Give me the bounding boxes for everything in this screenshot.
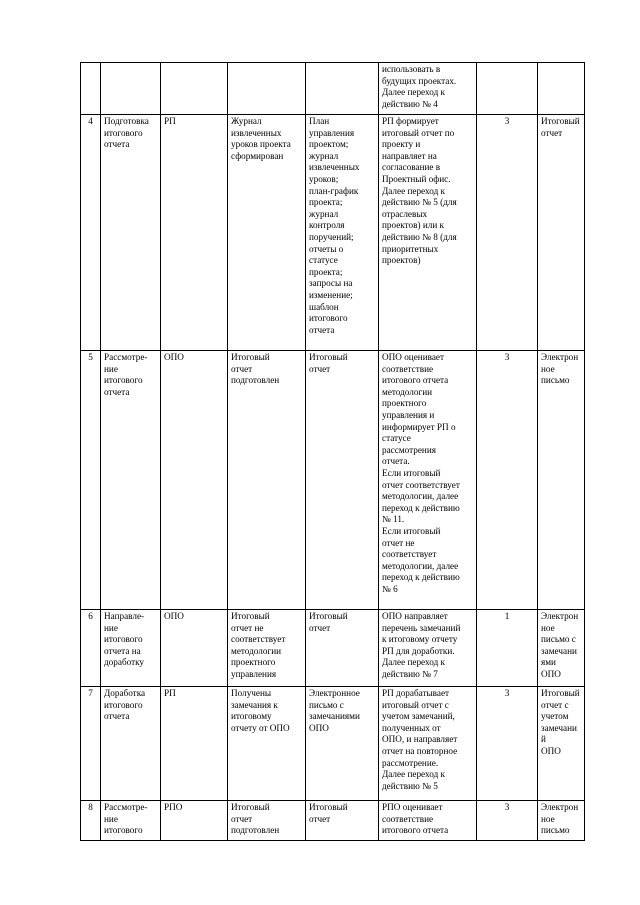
table-row: [81, 63, 585, 115]
step-duration-cell: 3: [477, 351, 538, 610]
step-input-cell: Итоговый отчет: [306, 351, 379, 610]
step-description-cell: РПО оценивает соответствие итогового отчета: [379, 801, 477, 841]
step-result-cell: Итоговый отчет: [538, 115, 585, 351]
step-description-cell: ОПО оценивает соответствие итогового отчета методологии проектного управления и информирует РП о статусе рассмотрения отчета. Если итоговый отчет соответствует методологии, далее переход к действию № 11. Если итоговый отчет не соответствует методологии, далее переход к действию № 6: [379, 351, 477, 610]
step-role-cell: РП: [161, 115, 228, 351]
step-trigger-cell: [228, 63, 306, 115]
step-description-cell: использовать в будущих проектах. Далее переход к действию № 4: [379, 63, 477, 115]
step-result-cell: [538, 63, 585, 115]
step-result-cell: Электронное письмо: [538, 351, 585, 610]
step-duration-cell: 3: [477, 801, 538, 841]
step-trigger-cell: Итоговый отчет не соответствует методологии проектного управления: [228, 610, 306, 687]
table-row: [81, 610, 585, 687]
step-duration-cell: 3: [477, 687, 538, 801]
table-row: [81, 351, 585, 610]
step-name-cell: Рассмотре- ние итогового отчета: [101, 351, 161, 610]
step-role-cell: РП: [161, 687, 228, 801]
step-role-cell: ОПО: [161, 351, 228, 610]
table-row: [81, 801, 585, 841]
step-description-cell: РП дорабатывает итоговый отчет с учетом замечаний, полученных от ОПО, и направляет отчет на повторное рассмотрение. Далее переход к действию № 5: [379, 687, 477, 801]
step-number-cell: 6: [81, 610, 101, 687]
step-duration-cell: 1: [477, 610, 538, 687]
process-table: [80, 62, 585, 841]
step-duration-cell: 3: [477, 115, 538, 351]
step-trigger-cell: Итоговый отчет подготовлен: [228, 351, 306, 610]
table-row: [81, 687, 585, 801]
step-name-cell: Подготовка итогового отчета: [101, 115, 161, 351]
step-name-cell: Направле- ние итогового отчета на доработку: [101, 610, 161, 687]
step-name-cell: Рассмотре- ние итогового: [101, 801, 161, 841]
step-input-cell: Итоговый отчет: [306, 801, 379, 841]
step-result-cell: Электронное письмо с замечаниями ОПО: [538, 610, 585, 687]
step-input-cell: Электронное письмо с замечаниями ОПО: [306, 687, 379, 801]
step-description-cell: РП формирует итоговый отчет по проекту и направляет на согласование в Проектный офис. Далее переход к действию № 5 (для отраслевых проектов) или к действию № 8 (для приоритетных проектов): [379, 115, 477, 351]
step-trigger-cell: Итоговый отчет подготовлен: [228, 801, 306, 841]
step-role-cell: РПО: [161, 801, 228, 841]
step-result-cell: Итоговый отчет с учетом замечаний ОПО: [538, 687, 585, 801]
step-number-cell: 4: [81, 115, 101, 351]
step-number-cell: 8: [81, 801, 101, 841]
step-input-cell: [306, 63, 379, 115]
step-result-cell: Электронное письмо: [538, 801, 585, 841]
step-role-cell: [161, 63, 228, 115]
step-role-cell: ОПО: [161, 610, 228, 687]
step-trigger-cell: Журнал извлеченных уроков проекта сформирован: [228, 115, 306, 351]
step-name-cell: Доработка итогового отчета: [101, 687, 161, 801]
step-name-cell: [101, 63, 161, 115]
step-number-cell: 5: [81, 351, 101, 610]
step-input-cell: Итоговый отчет: [306, 610, 379, 687]
step-input-cell: План управления проектом; журнал извлеченных уроков; план-график проекта; журнал контроля поручений; отчеты о статусе проекта; запросы на изменение; шаблон итогового отчета: [306, 115, 379, 351]
step-number-cell: [81, 63, 101, 115]
table-row: [81, 115, 585, 351]
step-description-cell: ОПО направляет перечень замечаний к итоговому отчету РП для доработки. Далее переход к действию № 7: [379, 610, 477, 687]
step-number-cell: 7: [81, 687, 101, 801]
step-trigger-cell: Получены замечания к итоговому отчету от ОПО: [228, 687, 306, 801]
step-duration-cell: [477, 63, 538, 115]
